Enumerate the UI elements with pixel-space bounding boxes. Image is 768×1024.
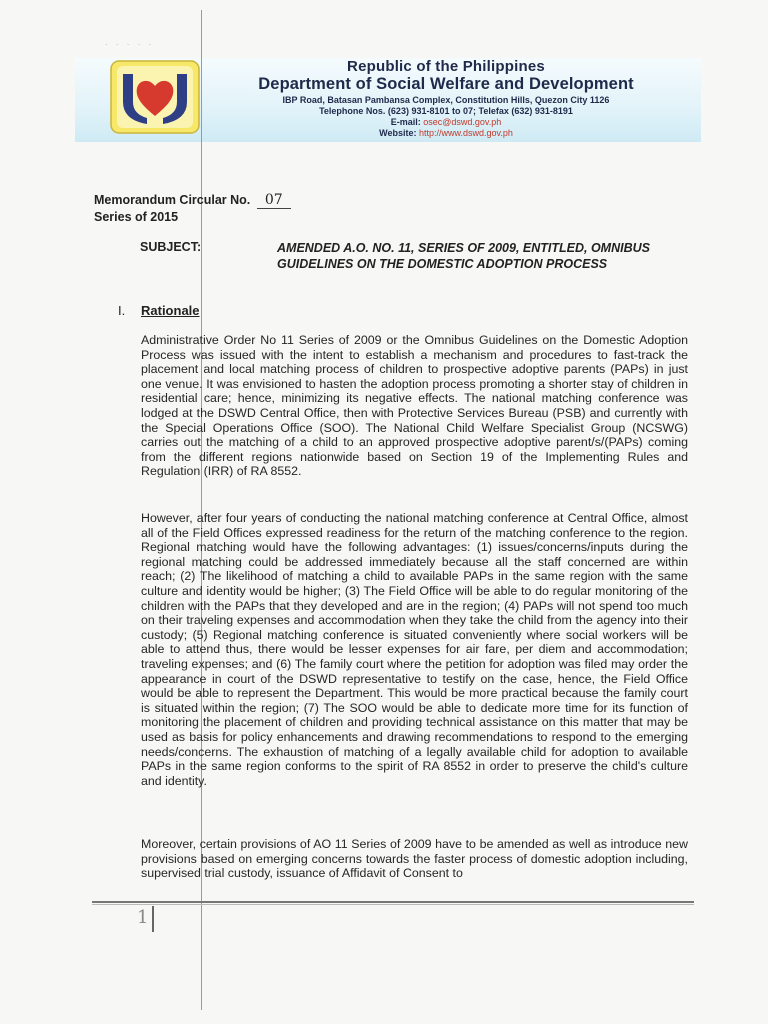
- circular-number: 07: [257, 192, 291, 209]
- website-label: Website:: [379, 128, 419, 138]
- circular-label: Memorandum Circular No.: [94, 193, 251, 207]
- section-number: I.: [118, 303, 126, 318]
- telephone-line: Telephone Nos. (623) 931-8101 to 07; Telefax (632) 931-8191: [319, 106, 573, 116]
- email-line: [206, 117, 686, 128]
- address-line: IBP Road, Batasan Pambansa Complex, Constitution Hills, Quezon City 1126: [282, 95, 610, 105]
- paragraph-2: However, after four years of conducting the national matching conference at Central Office, almost all of the Field Offices expressed readiness for the return of the matching conference to the region. Regional matching would have the following advantages: (1) issues/concerns/inputs during the regional matching could be addressed immediately because all the staff concerned are within reach; (2) The likelihood of matching a child to available PAPs in the same region with the same culture and identity would be higher; (3) The Field Office will be able to do regular monitoring of the children with the PAPs that they developed and are in the region; (4) PAPs will not spend too much on their traveling expenses and accommodation when they take the child from the agency into their custody; (5) Regional matching conference is situated conveniently where social workers will be able to attend thus, there would be lesser expenses for air fare, per diem and accommodation; traveling expenses; and (6) The family court where the petition for adoption was filed may order the appearance in court of the DSWD representative to testify on the case, hence, the Field Office would be able to represent the Department. This would be more practical because the family court is situated within the region; (7) The SOO would be able to dedicate more time for its function of monitoring the placement of children and providing technical assistance on this matter that may be used as basis for policy enhancements and drawing recommendations to respond to the emerging needs/concerns. The exhaustion of matching of a legally available child for adoption to available PAPs in the same region conforms to the spirit of RA 8552 in order to preserve the child's culture and identity.: [141, 511, 688, 788]
- footer-divider: [92, 901, 694, 903]
- series-line: Series of 2015: [94, 210, 179, 224]
- department-heading: Department of Social Welfare and Development: [258, 75, 634, 93]
- page-number-bar: [152, 906, 154, 932]
- paragraph-3: Moreover, certain provisions of AO 11 Series of 2009 have to be amended as well as introduce new provisions based on emerging concerns towards the faster process of domestic adoption including, supervised trial custody, issuance of Affidavit of Consent to: [141, 837, 688, 881]
- subject-text: AMENDED A.O. NO. 11, SERIES OF 2009, ENTITLED, OMNIBUS GUIDELINES ON THE DOMESTIC ADOPTION PROCESS: [277, 241, 650, 271]
- letterhead-text: [206, 58, 686, 139]
- website-line: [206, 128, 686, 139]
- email-link[interactable]: osec@dswd.gov.ph: [423, 117, 502, 127]
- paragraph-1: Administrative Order No 11 Series of 2009 or the Omnibus Guidelines on the Domestic Adoption Process was issued with the intent to establish a mechanism and procedures to fast-track the placement and local matching process of children to prospective adoptive parents (PAPs) in just one venue. It was envisioned to hasten the adoption process promoting a shorter stay of children in residential care; hence, minimizing its negative effects. The national matching conference was lodged at the DSWD Central Office, then with Protective Services Bureau (PSB) and currently with the Special Operations Office (SOO). The National Child Welfare Specialist Group (NCSWG) carries out the matching of a child to an approved prospective adoptive parent/s/(PAPs) coming from the different regions nationwide based on Section 19 of the Implementing Rules and Regulation (IRR) of RA 8552.: [141, 333, 688, 479]
- page-number: 1: [137, 907, 149, 928]
- subject-label: SUBJECT:: [140, 240, 202, 254]
- section-title: Rationale: [141, 303, 200, 318]
- website-link[interactable]: http://www.dswd.gov.ph: [418, 128, 513, 138]
- footer-divider-thin: [92, 904, 694, 905]
- circular-line: [94, 192, 291, 209]
- memo-block: [94, 192, 291, 225]
- email-label: E-mail:: [390, 117, 424, 127]
- republic-heading: Republic of the Philippines: [347, 58, 545, 75]
- scan-artifact: · · · · ·: [105, 40, 155, 49]
- dswd-logo-icon: [107, 58, 203, 136]
